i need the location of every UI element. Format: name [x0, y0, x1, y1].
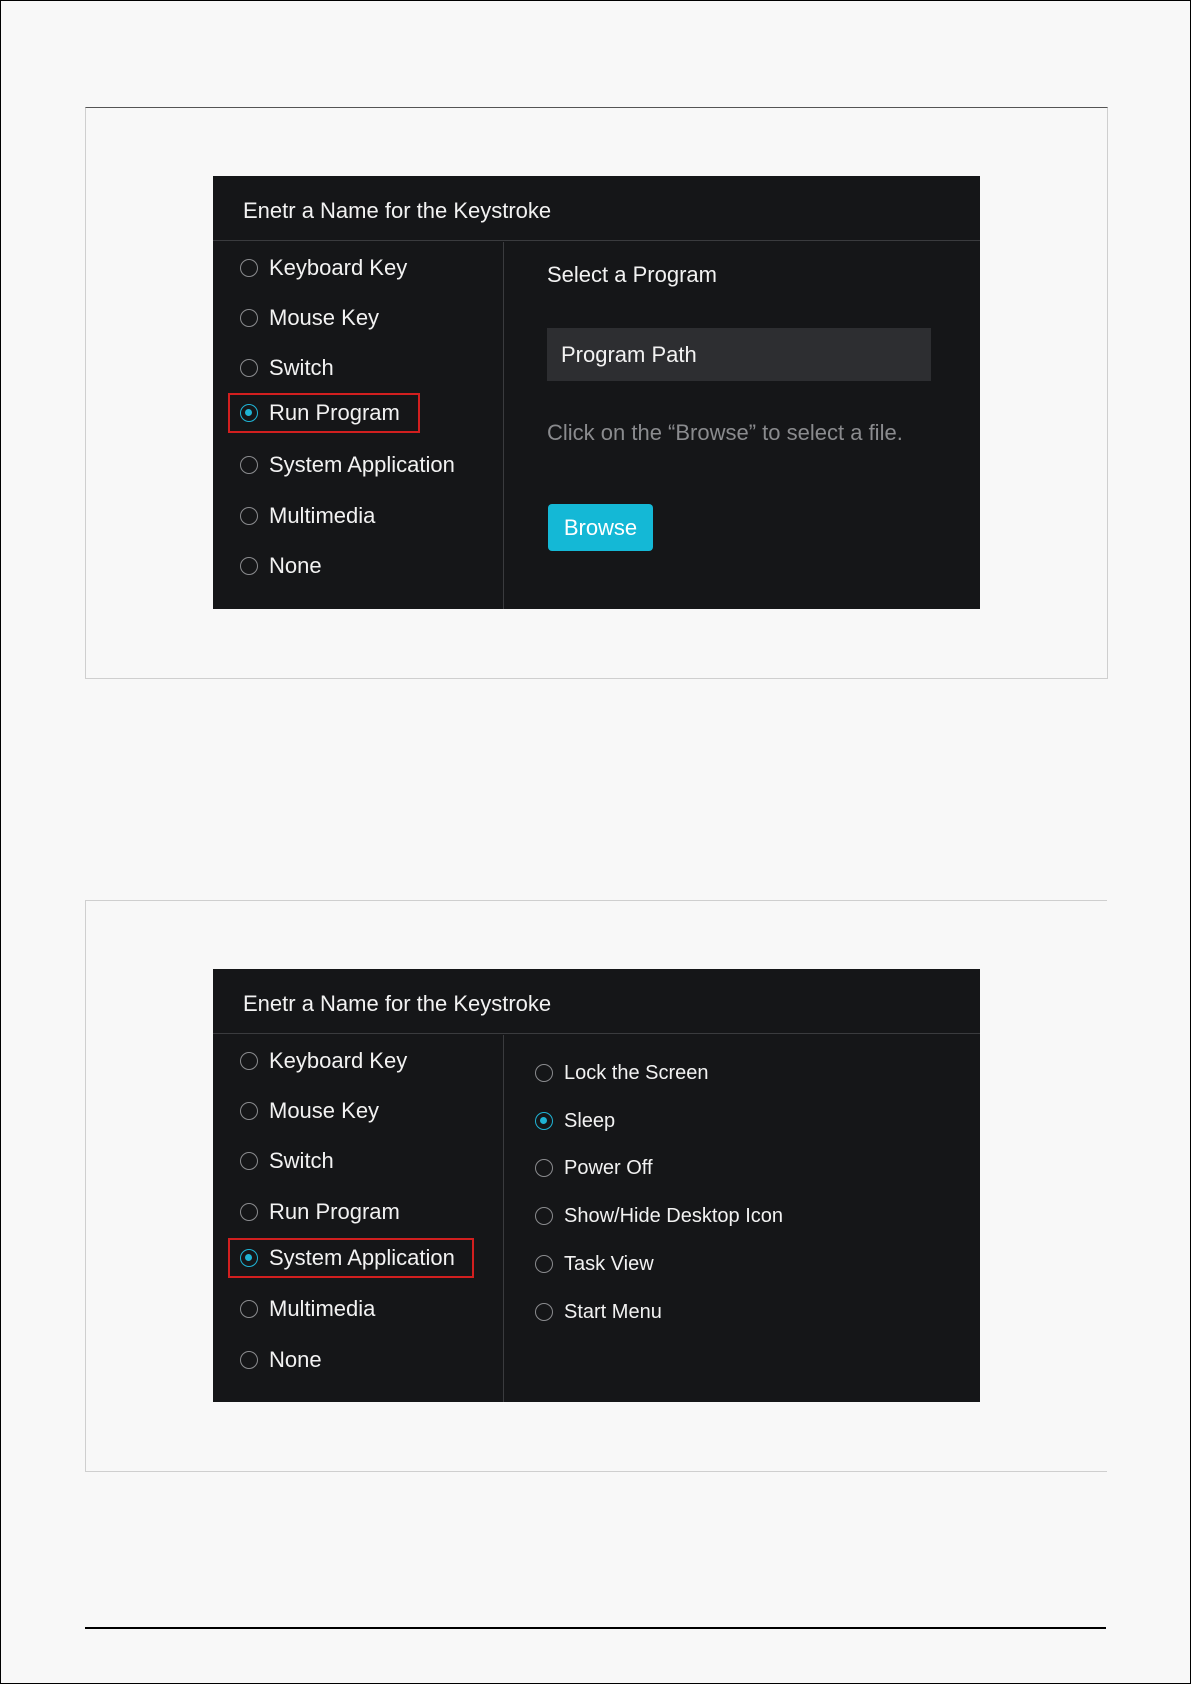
option-label: Switch — [269, 355, 334, 380]
dialog-title-bar — [213, 176, 980, 241]
radio-icon[interactable] — [535, 1207, 553, 1225]
sys-option-label: Show/Hide Desktop Icon — [564, 1204, 784, 1227]
sys-option-label: Sleep — [564, 1109, 616, 1132]
radio-icon[interactable] — [240, 1152, 258, 1170]
radio-icon[interactable] — [240, 1052, 258, 1070]
system-application-panel — [504, 1035, 980, 1402]
key-type-list — [213, 242, 504, 609]
option-label: None — [269, 1347, 322, 1372]
radio-icon[interactable] — [240, 1203, 258, 1221]
sys-option-label: Task View — [564, 1252, 654, 1275]
screenshot-card-system-application — [85, 900, 1107, 1472]
sys-option-label: Power Off — [564, 1156, 653, 1179]
option-label: Run Program — [269, 1199, 400, 1224]
option-run-program[interactable] — [240, 1198, 400, 1226]
option-switch[interactable] — [240, 354, 334, 382]
option-mouse-key[interactable] — [240, 304, 379, 332]
radio-icon[interactable] — [240, 259, 258, 277]
radio-icon[interactable] — [240, 309, 258, 327]
sys-option-lock-screen[interactable] — [535, 1060, 709, 1086]
radio-selected-icon[interactable] — [240, 404, 258, 422]
browse-button[interactable]: Browse — [548, 504, 653, 551]
option-label: Switch — [269, 1148, 334, 1173]
option-none[interactable] — [240, 552, 322, 580]
option-label: Mouse Key — [269, 1098, 380, 1123]
sys-option-label: Start Menu — [564, 1300, 662, 1323]
run-program-panel — [504, 242, 980, 609]
option-label: Mouse Key — [269, 305, 380, 330]
radio-selected-icon[interactable] — [535, 1112, 553, 1130]
dialog-title: Enetr a Name for the Keystroke — [243, 198, 552, 223]
option-label: Keyboard Key — [269, 1048, 408, 1073]
option-run-program[interactable] — [240, 399, 400, 427]
option-system-application[interactable] — [240, 1244, 455, 1272]
radio-icon[interactable] — [240, 507, 258, 525]
option-label: System Application — [269, 1245, 455, 1270]
radio-icon[interactable] — [535, 1064, 553, 1082]
radio-icon[interactable] — [240, 456, 258, 474]
radio-selected-icon[interactable] — [240, 1249, 258, 1267]
radio-icon[interactable] — [240, 1300, 258, 1318]
option-label: System Application — [269, 452, 455, 477]
option-multimedia[interactable] — [240, 502, 375, 530]
option-mouse-key[interactable] — [240, 1097, 379, 1125]
option-multimedia[interactable] — [240, 1295, 375, 1323]
option-switch[interactable] — [240, 1147, 334, 1175]
radio-icon[interactable] — [240, 359, 258, 377]
option-label: Keyboard Key — [269, 255, 408, 280]
option-label: Multimedia — [269, 503, 376, 528]
radio-icon[interactable] — [535, 1303, 553, 1321]
dialog-title: Enetr a Name for the Keystroke — [243, 991, 552, 1016]
radio-icon[interactable] — [535, 1159, 553, 1177]
option-label: Run Program — [269, 400, 400, 425]
dialog-title-bar — [213, 969, 980, 1034]
radio-icon[interactable] — [535, 1255, 553, 1273]
sys-option-task-view[interactable] — [535, 1251, 654, 1277]
option-label: None — [269, 553, 322, 578]
sys-option-label: Lock the Screen — [564, 1061, 709, 1084]
option-system-application[interactable] — [240, 451, 455, 479]
sys-option-show-hide-desktop-icon[interactable] — [535, 1203, 783, 1229]
option-none[interactable] — [240, 1346, 322, 1374]
option-keyboard-key[interactable] — [240, 1047, 407, 1075]
browse-hint: Click on the “Browse” to select a file. — [547, 420, 903, 445]
keystroke-dialog — [213, 176, 980, 609]
radio-icon[interactable] — [240, 1102, 258, 1120]
program-path-input[interactable] — [547, 328, 931, 381]
section-label: Select a Program — [547, 262, 717, 287]
keystroke-dialog — [213, 969, 980, 1402]
radio-icon[interactable] — [240, 557, 258, 575]
option-label: Multimedia — [269, 1296, 376, 1321]
footer-rule — [85, 1627, 1106, 1629]
sys-option-power-off[interactable] — [535, 1155, 653, 1181]
radio-icon[interactable] — [240, 1351, 258, 1369]
sys-option-start-menu[interactable] — [535, 1299, 662, 1325]
key-type-list — [213, 1035, 504, 1402]
option-keyboard-key[interactable] — [240, 254, 407, 282]
screenshot-card-run-program — [85, 107, 1108, 679]
sys-option-sleep[interactable] — [535, 1108, 615, 1134]
